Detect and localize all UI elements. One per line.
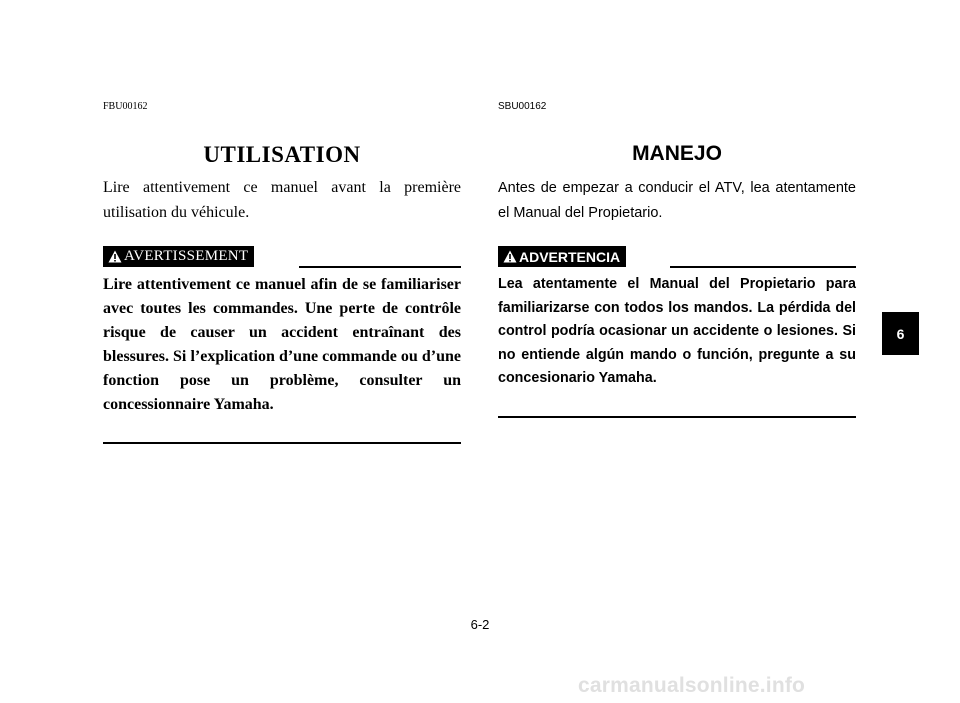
section-code: SBU00162 bbox=[498, 101, 547, 112]
warning-triangle-icon bbox=[108, 250, 122, 263]
warning-end-rule bbox=[103, 442, 461, 444]
intro-paragraph: Antes de empezar a conducir el ATV, lea atentamente el Manual del Propietario. bbox=[498, 180, 856, 221]
warning-label: ADVERTENCIA bbox=[519, 248, 621, 265]
warning-triangle-icon bbox=[503, 250, 517, 263]
intro-paragraph: Lire attentivement ce manuel avant la première utilisation du véhicule. bbox=[103, 179, 461, 221]
warning-rule bbox=[670, 266, 856, 268]
warning-label: AVERTISSEMENT bbox=[124, 248, 249, 264]
warning-end-rule bbox=[498, 416, 856, 418]
warning-text: Lire attentivement ce manuel afin de se familiariser avec toutes les commandes. Une perte de contrôle risque de causer un accident entraînant des blessures. Si l’explication d’une commande ou d’une fonction pose un problème, consulter un concessionnaire Yamaha. bbox=[103, 276, 461, 413]
page-number: 6-2 bbox=[470, 617, 490, 632]
warning-rule bbox=[299, 266, 461, 268]
watermark: carmanualsonline.info bbox=[578, 674, 806, 697]
warning-badge bbox=[103, 246, 254, 267]
section-title: UTILISATION bbox=[203, 142, 361, 167]
warning-badge bbox=[498, 246, 626, 267]
chapter-tab: 6 bbox=[882, 312, 919, 355]
section-code: FBU00162 bbox=[103, 101, 148, 112]
section-title: MANEJO bbox=[632, 142, 722, 165]
warning-header bbox=[498, 246, 856, 268]
warning-text: Lea atentamente el Manual del Propietario para familiarizarse con todos los mandos. La pérdida del control podría ocasionar un accidente o lesiones. Si no entiende algún mando o función, pregunte a su concesionario Yamaha. bbox=[498, 276, 856, 386]
warning-header bbox=[103, 246, 461, 268]
